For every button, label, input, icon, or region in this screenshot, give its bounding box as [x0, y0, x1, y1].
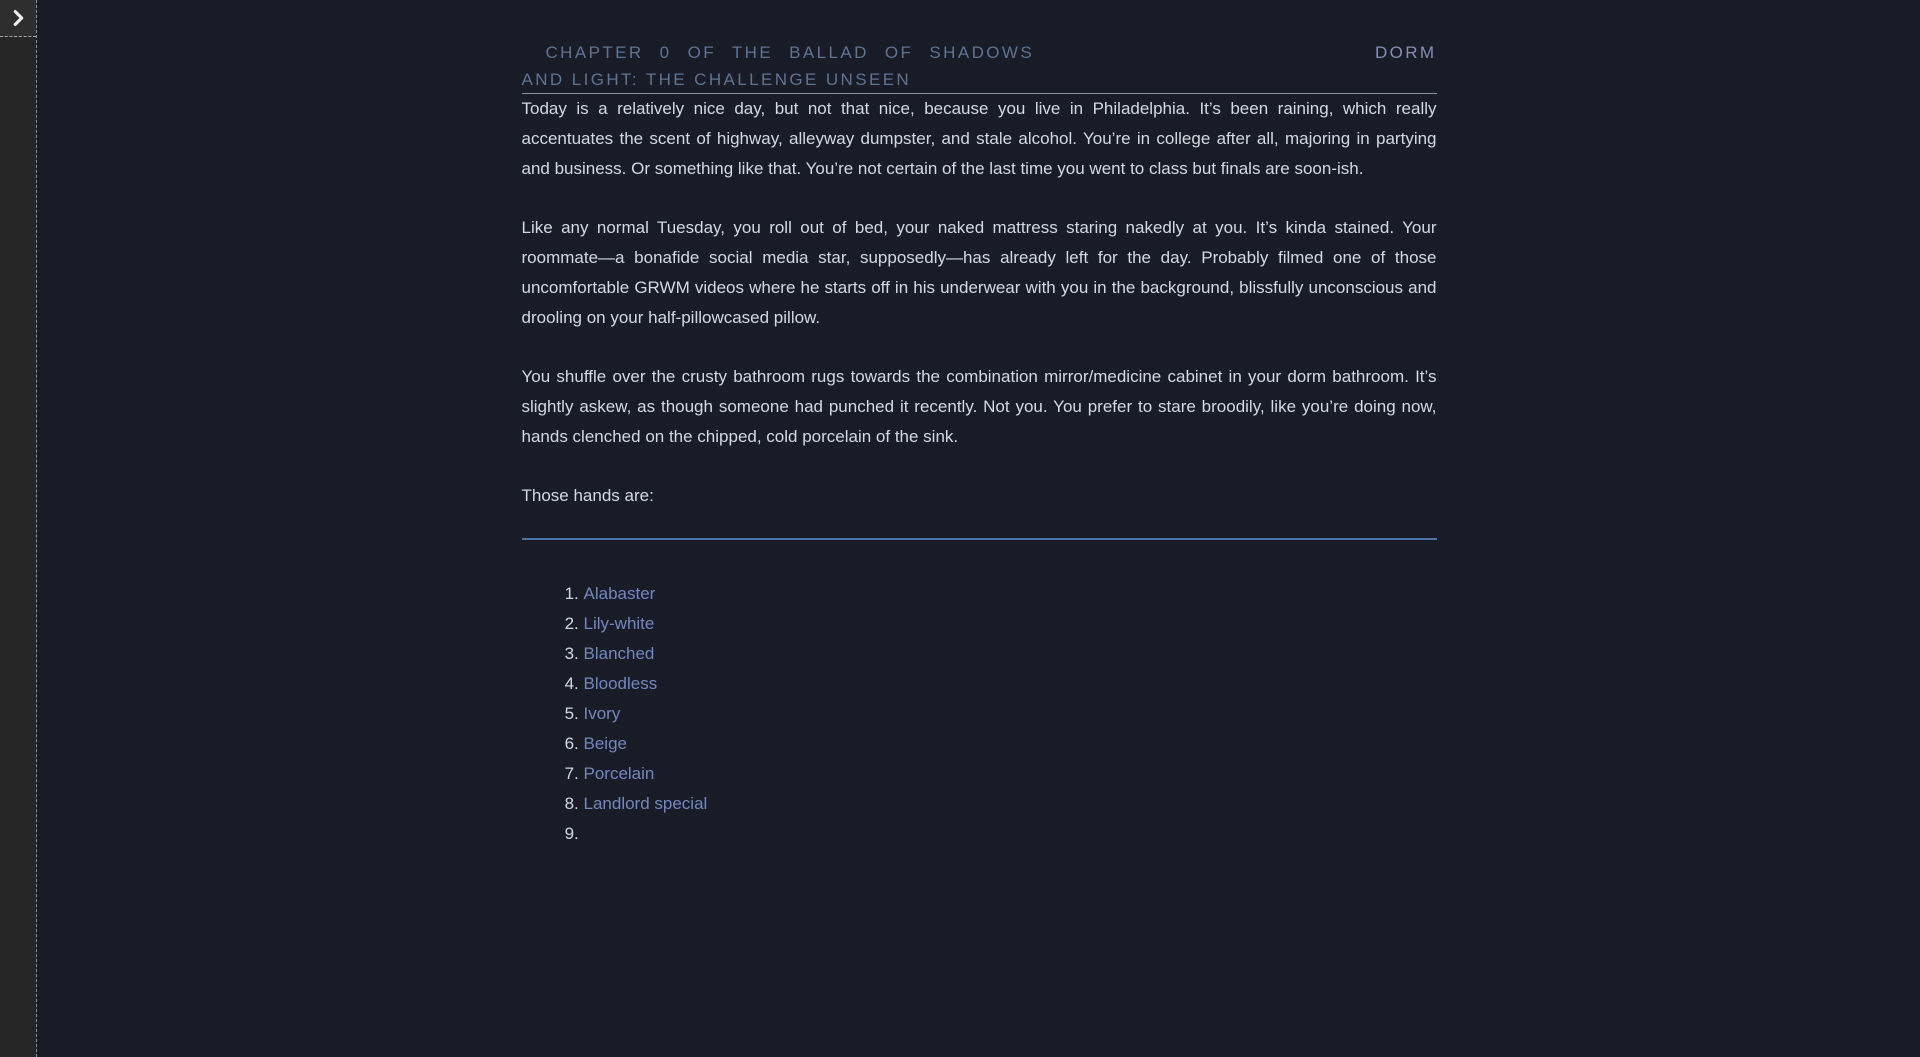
location-label: DORM: [1374, 43, 1437, 62]
choice-link[interactable]: Lily-white: [583, 614, 655, 633]
choice-item: [584, 789, 1437, 819]
choice-item: [584, 639, 1437, 669]
choice-item: [584, 579, 1437, 609]
story-paragraph: Today is a relatively nice day, but not that nice, because you live in Philadelphia. It’s been raining, which really accentuates the scent of highway, alleyway dumpster, and stale alcohol. You’re in college after all, majoring in partying and business. Or something like that. You’re not certain of the last time you went to class but finals are soon-ish.: [521, 99, 1437, 178]
choice-list: [522, 579, 1437, 849]
choice-link[interactable]: Bloodless: [583, 674, 658, 693]
choice-link[interactable]: Beige: [583, 734, 627, 753]
story-prompt: Those hands are:: [521, 486, 654, 505]
story-paragraph: You shuffle over the crusty bathroom rugs towards the combination mirror/medicine cabinet in your dorm bathroom. It’s slightly askew, as though someone had punched it recently. Not you. You prefer to stare broodily, like you’re doing now, hands clenched on the chipped, cold porcelain of the sink.: [521, 367, 1437, 446]
choice-link[interactable]: Blanched: [583, 644, 655, 663]
chapter-title-line2: AND LIGHT: THE CHALLENGE UNSEEN: [521, 70, 912, 89]
choice-link[interactable]: Landlord special: [583, 794, 708, 813]
choice-item: [584, 819, 1437, 849]
story-paragraph: Like any normal Tuesday, you roll out of bed, your naked mattress staring nakedly at you. It’s kinda stained. Your roommate—a bonafide social media star, supposedly—has already left for the day. Probably filmed one of those uncomfortable GRWM videos where he starts off in his underwear with you in the background, blissfully unconscious and drooling on your half-pillowcased pillow.: [521, 218, 1437, 327]
divider-rule: [522, 538, 1437, 540]
story-column: [522, 0, 1437, 849]
choice-item: [584, 609, 1437, 639]
choice-item: [584, 759, 1437, 789]
choice-item: [584, 729, 1437, 759]
choice-link[interactable]: Alabaster: [583, 584, 656, 603]
sidebar-toggle-button[interactable]: [0, 0, 36, 37]
choice-item: [584, 669, 1437, 699]
story-page: [38, 0, 1920, 1057]
page-header: [522, 39, 1437, 94]
choice-link[interactable]: Ivory: [583, 704, 621, 723]
chapter-title: [521, 39, 1035, 93]
choice-item: [584, 699, 1437, 729]
chevron-right-icon: [7, 7, 29, 29]
choice-link[interactable]: Porcelain: [583, 764, 655, 783]
chapter-title-line1: CHAPTER 0 OF THE BALLAD OF SHADOWS: [545, 43, 1035, 62]
sidebar: [0, 0, 37, 1057]
